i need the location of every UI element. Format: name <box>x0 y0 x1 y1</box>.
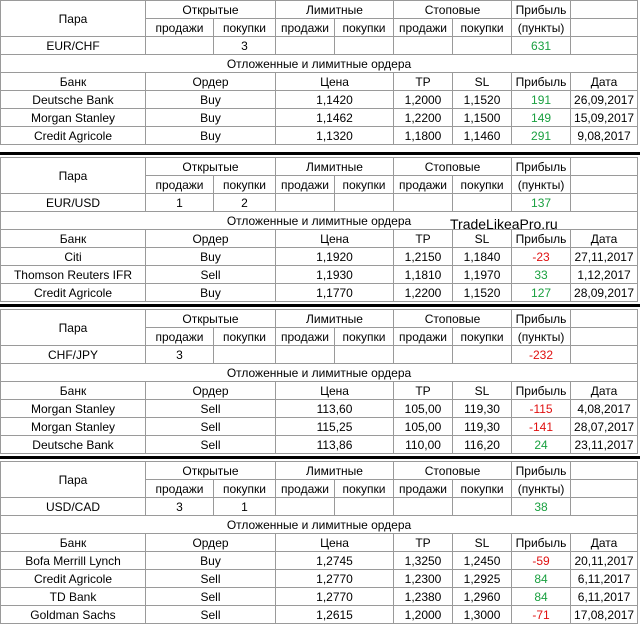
empty-cell[interactable] <box>276 346 335 364</box>
empty-cell[interactable] <box>571 1 638 19</box>
order-type[interactable]: Buy <box>146 552 276 570</box>
points-subheader[interactable]: (пункты) <box>512 480 571 498</box>
open-header[interactable]: Открытые <box>146 462 276 480</box>
take-profit[interactable]: 1,2200 <box>394 284 453 302</box>
pair-profit[interactable]: -232 <box>512 346 571 364</box>
price-header[interactable]: Цена <box>276 534 394 552</box>
open-sells-count[interactable]: 1 <box>146 194 214 212</box>
order-header[interactable]: Ордер <box>146 73 276 91</box>
order-row <box>1 400 638 418</box>
pending-orders-title[interactable]: Отложенные и лимитные ордера <box>1 516 638 534</box>
points-subheader[interactable]: (пункты) <box>512 19 571 37</box>
buys-subheader[interactable]: покупки <box>214 19 276 37</box>
order-row <box>1 570 638 588</box>
order-row <box>1 418 638 436</box>
empty-cell[interactable] <box>335 37 394 55</box>
stop-loss[interactable]: 1,1520 <box>453 284 512 302</box>
order-row <box>1 552 638 570</box>
order-price[interactable]: 1,2770 <box>276 570 394 588</box>
order-date[interactable]: 17,08,2017 <box>571 606 638 624</box>
stop-loss[interactable]: 1,2925 <box>453 570 512 588</box>
pair-name[interactable]: CHF/JPY <box>1 346 146 364</box>
empty-cell[interactable] <box>571 176 638 194</box>
take-profit[interactable]: 105,00 <box>394 418 453 436</box>
limit-header[interactable]: Лимитные <box>276 310 394 328</box>
profit-header[interactable]: Прибыль <box>512 534 571 552</box>
empty-cell[interactable] <box>571 480 638 498</box>
order-price[interactable]: 1,1920 <box>276 248 394 266</box>
sl-header[interactable]: SL <box>453 230 512 248</box>
profit-header[interactable]: Прибыль <box>512 73 571 91</box>
pair-profit[interactable]: 137 <box>512 194 571 212</box>
sells-subheader[interactable]: продажи <box>146 480 214 498</box>
buys-subheader[interactable]: покупки <box>214 480 276 498</box>
take-profit[interactable]: 1,2000 <box>394 91 453 109</box>
sl-header[interactable]: SL <box>453 534 512 552</box>
tp-header[interactable]: TP <box>394 73 453 91</box>
take-profit[interactable]: 1,2380 <box>394 588 453 606</box>
order-profit[interactable]: -71 <box>512 606 571 624</box>
date-header[interactable]: Дата <box>571 230 638 248</box>
pair-name[interactable]: EUR/USD <box>1 194 146 212</box>
open-header[interactable]: Открытые <box>146 310 276 328</box>
sells-subheader[interactable]: продажи <box>276 176 335 194</box>
order-type[interactable]: Buy <box>146 127 276 145</box>
bank-name[interactable]: Deutsche Bank <box>1 91 146 109</box>
points-subheader[interactable]: (пункты) <box>512 328 571 346</box>
order-row <box>1 588 638 606</box>
bank-name[interactable]: Morgan Stanley <box>1 418 146 436</box>
empty-cell[interactable] <box>571 158 638 176</box>
take-profit[interactable]: 1,1800 <box>394 127 453 145</box>
bank-name[interactable]: Deutsche Bank <box>1 436 146 454</box>
order-date[interactable]: 4,08,2017 <box>571 400 638 418</box>
block-separator <box>0 152 640 155</box>
empty-cell[interactable] <box>276 498 335 516</box>
profit-header[interactable]: Прибыль <box>512 462 571 480</box>
open-sells-count[interactable] <box>146 37 214 55</box>
pair-header[interactable]: Пара <box>1 158 146 194</box>
empty-cell[interactable] <box>453 194 512 212</box>
buys-subheader[interactable]: покупки <box>453 19 512 37</box>
sl-header[interactable]: SL <box>453 73 512 91</box>
order-row <box>1 91 638 109</box>
order-type[interactable]: Sell <box>146 418 276 436</box>
order-price[interactable]: 1,2615 <box>276 606 394 624</box>
open-header[interactable]: Открытые <box>146 1 276 19</box>
order-profit[interactable]: 84 <box>512 588 571 606</box>
tp-header[interactable]: TP <box>394 534 453 552</box>
empty-cell[interactable] <box>335 194 394 212</box>
empty-cell[interactable] <box>453 37 512 55</box>
empty-cell[interactable] <box>276 37 335 55</box>
open-sells-count[interactable]: 3 <box>146 498 214 516</box>
order-type[interactable]: Sell <box>146 436 276 454</box>
order-type[interactable]: Sell <box>146 606 276 624</box>
order-price[interactable]: 113,60 <box>276 400 394 418</box>
bank-name[interactable]: Morgan Stanley <box>1 109 146 127</box>
bank-name[interactable]: Citi <box>1 248 146 266</box>
price-header[interactable]: Цена <box>276 73 394 91</box>
take-profit[interactable]: 1,1810 <box>394 266 453 284</box>
bank-header[interactable]: Банк <box>1 382 146 400</box>
open-buys-count[interactable]: 3 <box>214 37 276 55</box>
pending-orders-title[interactable]: Отложенные и лимитные ордера <box>1 364 638 382</box>
stop-header[interactable]: Стоповые <box>394 158 512 176</box>
pair-profit[interactable]: 631 <box>512 37 571 55</box>
order-type[interactable]: Sell <box>146 266 276 284</box>
stop-loss[interactable]: 116,20 <box>453 436 512 454</box>
order-date[interactable]: 9,08,2017 <box>571 127 638 145</box>
sells-subheader[interactable]: продажи <box>146 176 214 194</box>
order-profit[interactable]: 24 <box>512 436 571 454</box>
pair-name[interactable]: USD/CAD <box>1 498 146 516</box>
order-type[interactable]: Sell <box>146 588 276 606</box>
sells-subheader[interactable]: продажи <box>276 19 335 37</box>
bank-header[interactable]: Банк <box>1 534 146 552</box>
order-price[interactable]: 1,1770 <box>276 284 394 302</box>
order-profit[interactable]: -23 <box>512 248 571 266</box>
watermark: TradeLikeaPro.ru <box>450 216 558 232</box>
points-subheader[interactable]: (пункты) <box>512 176 571 194</box>
order-profit[interactable]: 291 <box>512 127 571 145</box>
order-date[interactable]: 28,09,2017 <box>571 284 638 302</box>
sells-subheader[interactable]: продажи <box>276 480 335 498</box>
order-row <box>1 127 638 145</box>
bank-name[interactable]: Credit Agricole <box>1 570 146 588</box>
date-header[interactable]: Дата <box>571 73 638 91</box>
take-profit[interactable]: 1,2200 <box>394 109 453 127</box>
sells-subheader[interactable]: продажи <box>394 176 453 194</box>
stop-loss[interactable]: 1,1460 <box>453 127 512 145</box>
pending-orders-title[interactable]: Отложенные и лимитные ордера <box>1 212 638 230</box>
order-row <box>1 248 638 266</box>
bank-header[interactable]: Банк <box>1 230 146 248</box>
bank-name[interactable]: TD Bank <box>1 588 146 606</box>
order-header[interactable]: Ордер <box>146 230 276 248</box>
order-type[interactable]: Sell <box>146 400 276 418</box>
sells-subheader[interactable]: продажи <box>394 480 453 498</box>
pair-name[interactable]: EUR/CHF <box>1 37 146 55</box>
price-header[interactable]: Цена <box>276 382 394 400</box>
bank-name[interactable]: Credit Agricole <box>1 284 146 302</box>
sl-header[interactable]: SL <box>453 382 512 400</box>
order-profit[interactable]: 191 <box>512 91 571 109</box>
order-price[interactable]: 1,1420 <box>276 91 394 109</box>
sells-subheader[interactable]: продажи <box>394 328 453 346</box>
take-profit[interactable]: 110,00 <box>394 436 453 454</box>
order-profit[interactable]: 127 <box>512 284 571 302</box>
stop-loss[interactable]: 1,2450 <box>453 552 512 570</box>
buys-subheader[interactable]: покупки <box>335 176 394 194</box>
tp-header[interactable]: TP <box>394 230 453 248</box>
order-profit[interactable]: -141 <box>512 418 571 436</box>
empty-cell[interactable] <box>276 194 335 212</box>
empty-cell[interactable] <box>394 498 453 516</box>
bank-name[interactable]: Thomson Reuters IFR <box>1 266 146 284</box>
bank-name[interactable]: Credit Agricole <box>1 127 146 145</box>
block-separator <box>0 456 640 459</box>
order-profit[interactable]: 84 <box>512 570 571 588</box>
take-profit[interactable]: 105,00 <box>394 400 453 418</box>
stop-header[interactable]: Стоповые <box>394 1 512 19</box>
stop-loss[interactable]: 119,30 <box>453 400 512 418</box>
buys-subheader[interactable]: покупки <box>214 328 276 346</box>
pair-header[interactable]: Пара <box>1 462 146 498</box>
order-date[interactable]: 28,07,2017 <box>571 418 638 436</box>
profit-header[interactable]: Прибыль <box>512 1 571 19</box>
pair-profit[interactable]: 38 <box>512 498 571 516</box>
price-header[interactable]: Цена <box>276 230 394 248</box>
stop-loss[interactable]: 1,2960 <box>453 588 512 606</box>
order-type[interactable]: Buy <box>146 91 276 109</box>
order-date[interactable]: 26,09,2017 <box>571 91 638 109</box>
order-date[interactable]: 6,11,2017 <box>571 570 638 588</box>
stop-loss[interactable]: 1,1500 <box>453 109 512 127</box>
buys-subheader[interactable]: покупки <box>453 176 512 194</box>
empty-cell[interactable] <box>571 19 638 37</box>
empty-cell[interactable] <box>571 346 638 364</box>
empty-cell[interactable] <box>571 498 638 516</box>
block-separator <box>0 304 640 307</box>
tp-header[interactable]: TP <box>394 382 453 400</box>
buys-subheader[interactable]: покупки <box>335 328 394 346</box>
order-price[interactable]: 1,2745 <box>276 552 394 570</box>
take-profit[interactable]: 1,2000 <box>394 606 453 624</box>
empty-cell[interactable] <box>571 194 638 212</box>
order-row <box>1 436 638 454</box>
stop-loss[interactable]: 119,30 <box>453 418 512 436</box>
order-price[interactable]: 1,1462 <box>276 109 394 127</box>
bank-name[interactable]: Goldman Sachs <box>1 606 146 624</box>
empty-cell[interactable] <box>571 328 638 346</box>
buys-subheader[interactable]: покупки <box>214 176 276 194</box>
pair-header[interactable]: Пара <box>1 310 146 346</box>
stop-loss[interactable]: 1,1840 <box>453 248 512 266</box>
sells-subheader[interactable]: продажи <box>146 19 214 37</box>
profit-header[interactable]: Прибыль <box>512 230 571 248</box>
bank-name[interactable]: Bofa Merrill Lynch <box>1 552 146 570</box>
empty-cell[interactable] <box>571 310 638 328</box>
open-buys-count[interactable]: 1 <box>214 498 276 516</box>
buys-subheader[interactable]: покупки <box>335 19 394 37</box>
order-row <box>1 284 638 302</box>
stop-loss[interactable]: 1,3000 <box>453 606 512 624</box>
order-profit[interactable]: 149 <box>512 109 571 127</box>
empty-cell[interactable] <box>453 346 512 364</box>
order-date[interactable]: 15,09,2017 <box>571 109 638 127</box>
order-date[interactable]: 23,11,2017 <box>571 436 638 454</box>
order-date[interactable]: 27,11,2017 <box>571 248 638 266</box>
order-row <box>1 266 638 284</box>
stop-header[interactable]: Стоповые <box>394 310 512 328</box>
order-price[interactable]: 1,2770 <box>276 588 394 606</box>
take-profit[interactable]: 1,3250 <box>394 552 453 570</box>
order-type[interactable]: Buy <box>146 109 276 127</box>
pending-orders-title[interactable]: Отложенные и лимитные ордера <box>1 55 638 73</box>
buys-subheader[interactable]: покупки <box>453 480 512 498</box>
profit-header[interactable]: Прибыль <box>512 382 571 400</box>
empty-cell[interactable] <box>453 498 512 516</box>
take-profit[interactable]: 1,2150 <box>394 248 453 266</box>
limit-header[interactable]: Лимитные <box>276 158 394 176</box>
stop-loss[interactable]: 1,1520 <box>453 91 512 109</box>
sells-subheader[interactable]: продажи <box>394 19 453 37</box>
buys-subheader[interactable]: покупки <box>335 480 394 498</box>
pair-block-chf-jpy <box>0 309 640 454</box>
order-row <box>1 606 638 624</box>
order-type[interactable]: Buy <box>146 248 276 266</box>
stop-header[interactable]: Стоповые <box>394 462 512 480</box>
bank-name[interactable]: Morgan Stanley <box>1 400 146 418</box>
empty-cell[interactable] <box>335 346 394 364</box>
order-price[interactable]: 1,1930 <box>276 266 394 284</box>
order-date[interactable]: 20,11,2017 <box>571 552 638 570</box>
sells-subheader[interactable]: продажи <box>146 328 214 346</box>
date-header[interactable]: Дата <box>571 382 638 400</box>
order-row <box>1 109 638 127</box>
order-date[interactable]: 1,12,2017 <box>571 266 638 284</box>
pair-header[interactable]: Пара <box>1 1 146 37</box>
empty-cell[interactable] <box>571 37 638 55</box>
take-profit[interactable]: 1,2300 <box>394 570 453 588</box>
order-price[interactable]: 115,25 <box>276 418 394 436</box>
pair-block-eur-chf <box>0 0 640 145</box>
profit-header[interactable]: Прибыль <box>512 310 571 328</box>
pair-block-usd-cad <box>0 461 640 624</box>
date-header[interactable]: Дата <box>571 534 638 552</box>
open-buys-count[interactable] <box>214 346 276 364</box>
limit-header[interactable]: Лимитные <box>276 1 394 19</box>
empty-cell[interactable] <box>394 194 453 212</box>
open-header[interactable]: Открытые <box>146 158 276 176</box>
order-type[interactable]: Buy <box>146 284 276 302</box>
order-profit[interactable]: 33 <box>512 266 571 284</box>
order-price[interactable]: 1,1320 <box>276 127 394 145</box>
empty-cell[interactable] <box>571 462 638 480</box>
order-price[interactable]: 113,86 <box>276 436 394 454</box>
limit-header[interactable]: Лимитные <box>276 462 394 480</box>
order-type[interactable]: Sell <box>146 570 276 588</box>
sells-subheader[interactable]: продажи <box>276 328 335 346</box>
profit-header[interactable]: Прибыль <box>512 158 571 176</box>
order-header[interactable]: Ордер <box>146 534 276 552</box>
order-date[interactable]: 6,11,2017 <box>571 588 638 606</box>
buys-subheader[interactable]: покупки <box>453 328 512 346</box>
order-header[interactable]: Ордер <box>146 382 276 400</box>
order-profit[interactable]: -115 <box>512 400 571 418</box>
empty-cell[interactable] <box>335 498 394 516</box>
stop-loss[interactable]: 1,1970 <box>453 266 512 284</box>
bank-header[interactable]: Банк <box>1 73 146 91</box>
open-buys-count[interactable]: 2 <box>214 194 276 212</box>
open-sells-count[interactable]: 3 <box>146 346 214 364</box>
empty-cell[interactable] <box>394 37 453 55</box>
order-profit[interactable]: -59 <box>512 552 571 570</box>
empty-cell[interactable] <box>394 346 453 364</box>
